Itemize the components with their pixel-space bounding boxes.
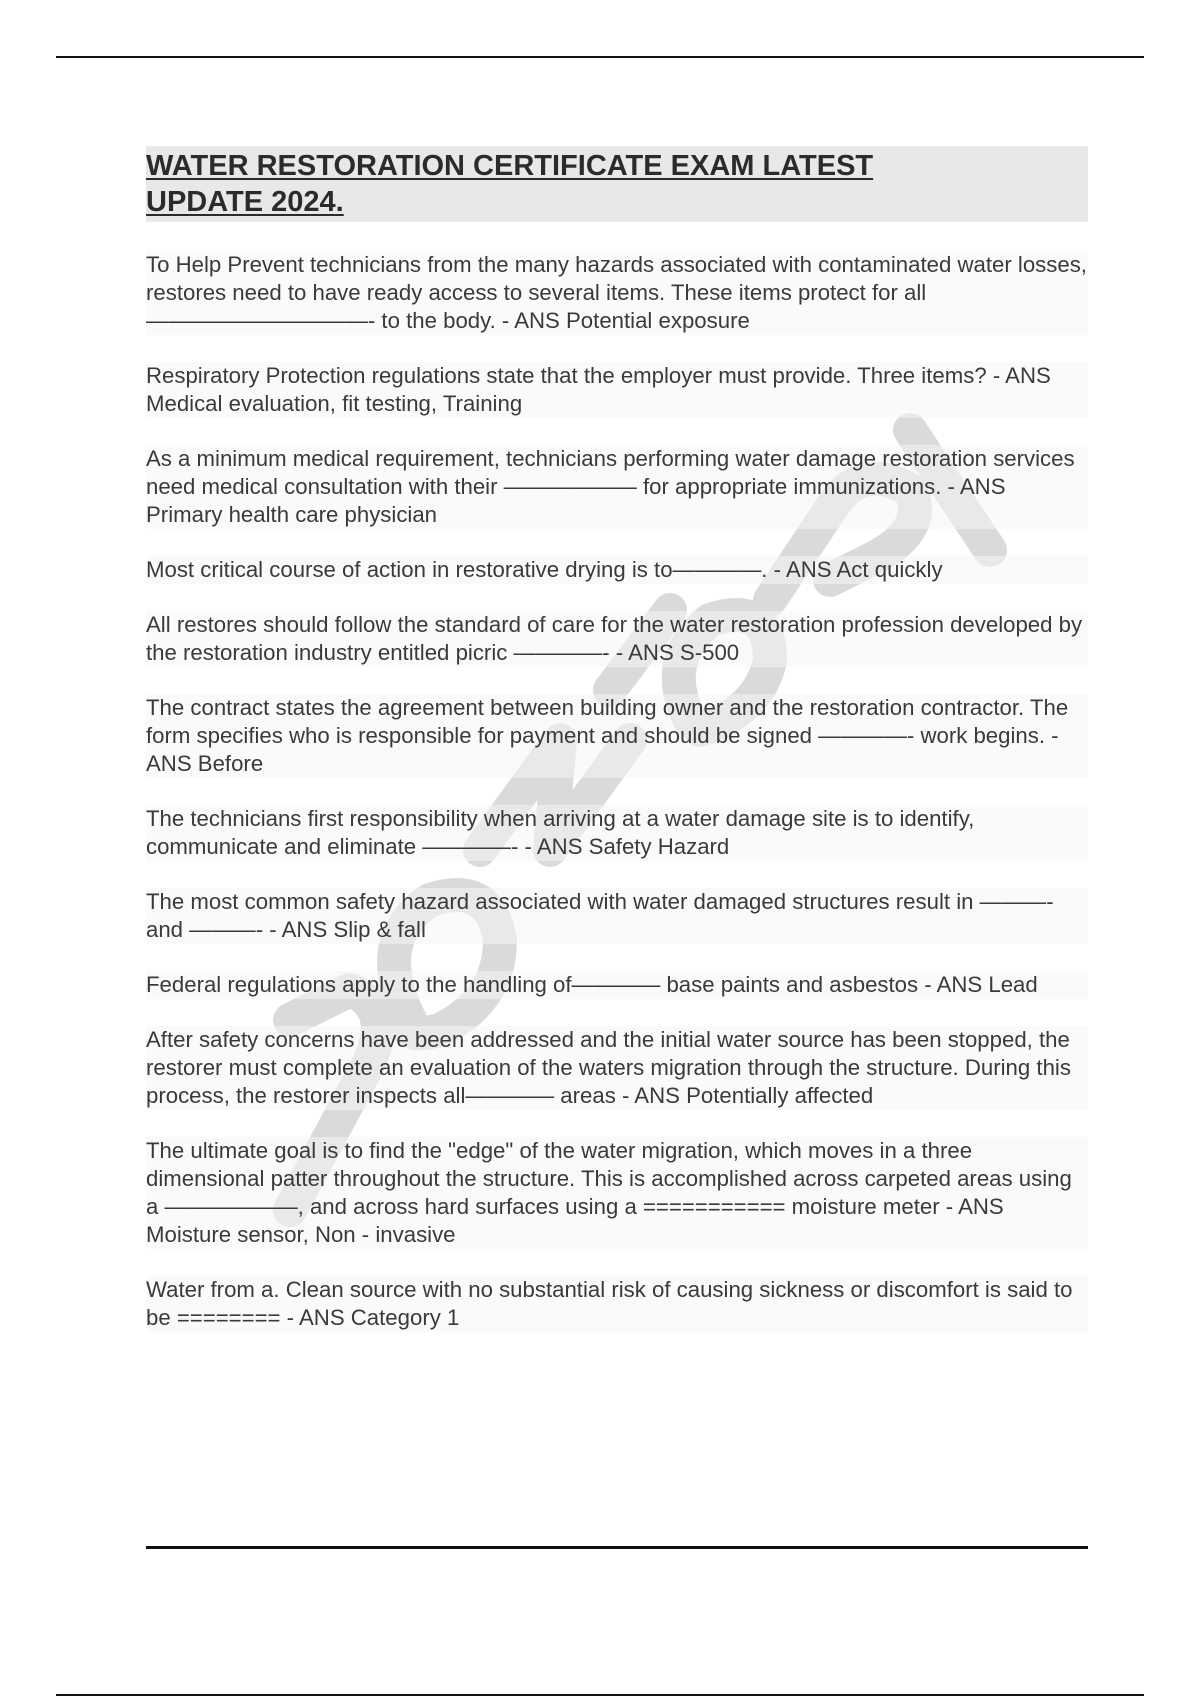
footer-rule	[146, 1546, 1088, 1549]
page-title: WATER RESTORATION CERTIFICATE EXAM LATEST UPDATE 2024.	[146, 150, 874, 218]
qa-item-7: The technicians first responsibility when arriving at a water damage site is to identify, communicate and eliminate ————- - ANS Safety Hazard	[146, 805, 1088, 861]
qa-item-10: After safety concerns have been addressed and the initial water source has been stopped, the restorer must complete an evaluation of the waters migration through the structure. During this process, the restorer inspects all———— areas - ANS Potentially affected	[146, 1026, 1088, 1110]
qa-item-2: Respiratory Protection regulations state that the employer must provide. Three items? - ANS Medical evaluation, fit testing, Training	[146, 362, 1088, 418]
qa-item-12: Water from a. Clean source with no substantial risk of causing sickness or discomfort is said to be ======== - ANS Category 1	[146, 1276, 1088, 1332]
qa-item-6: The contract states the agreement between building owner and the restoration contractor. The form specifies who is responsible for payment and should be signed ————- work begins. - ANS Before	[146, 694, 1088, 778]
header-rule	[56, 56, 1144, 58]
qa-item-4: Most critical course of action in restorative drying is to————. - ANS Act quickly	[146, 556, 1088, 584]
qa-item-8: The most common safety hazard associated with water damaged structures result in ———- and ———- - ANS Slip & fall	[146, 888, 1088, 944]
page-edge-rule	[56, 1694, 1144, 1696]
qa-item-1: To Help Prevent technicians from the many hazards associated with contaminated water losses, restores need to have ready access to several items. These items protect for all——————————- to the body. - ANS Potential exposure	[146, 252, 1087, 333]
title-band	[146, 146, 1088, 222]
document-body	[146, 146, 1088, 1359]
qa-item-11: The ultimate goal is to find the "edge" of the water migration, which moves in a three dimensional patter throughout the structure. This is accomplished across carpeted areas using a ——————, and across hard surfaces using a =========== moisture meter - ANS Moisture sensor, Non - invasive	[146, 1137, 1088, 1249]
qa-item-3: As a minimum medical requirement, technicians performing water damage restoration services need medical consultation with their —————— for appropriate immunizations. - ANS Primary health care physician	[146, 445, 1088, 529]
qa-item-9: Federal regulations apply to the handling of———— base paints and asbestos - ANS Lead	[146, 971, 1088, 999]
qa-item-5: All restores should follow the standard of care for the water restoration profession developed by the restoration industry entitled picric ————- - ANS S-500	[146, 611, 1088, 667]
